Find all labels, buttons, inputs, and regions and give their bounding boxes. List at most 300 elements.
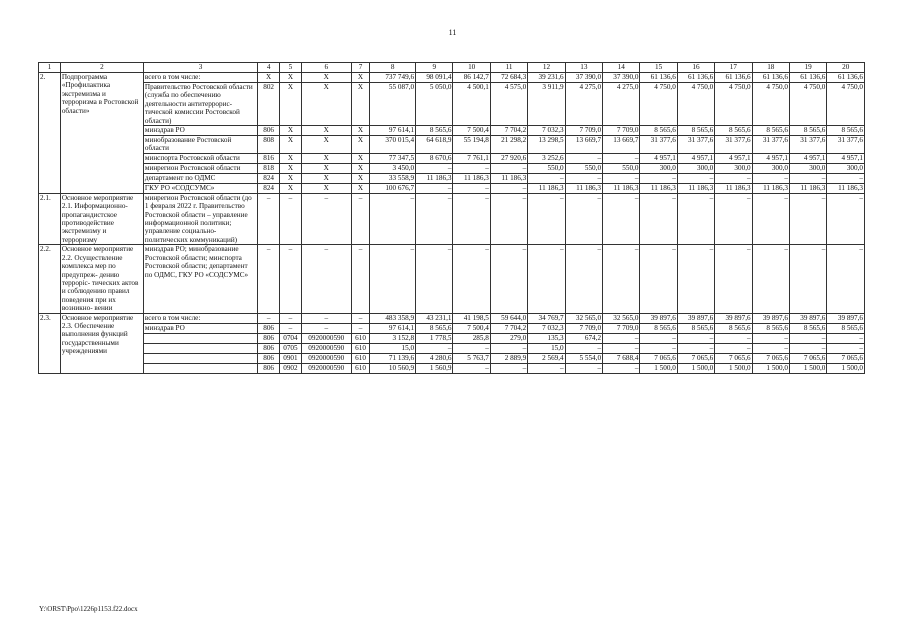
amount-cell: 13 669,7 — [603, 136, 640, 154]
amount-cell: – — [789, 245, 826, 313]
amount-cell: – — [752, 173, 789, 183]
amount-cell: 7 709,0 — [565, 126, 602, 136]
amount-cell: 8 565,6 — [752, 126, 789, 136]
amount-cell: 7 065,6 — [715, 353, 752, 363]
executor-name: минздрав РО — [143, 323, 257, 333]
amount-cell: 55 194,8 — [453, 136, 490, 154]
amount-cell: 4 957,1 — [715, 153, 752, 163]
code-cell: 806 — [258, 353, 280, 363]
amount-cell: 34 769,7 — [528, 313, 565, 323]
code-cell: X — [301, 83, 351, 126]
amount-cell: 7 065,6 — [640, 353, 677, 363]
code-cell: X — [351, 183, 370, 193]
header-cell: 6 — [301, 63, 351, 73]
amount-cell: 31 377,6 — [715, 136, 752, 154]
amount-cell: 8 565,6 — [677, 126, 714, 136]
amount-cell: 11 186,3 — [640, 183, 677, 193]
amount-cell: – — [603, 173, 640, 183]
amount-cell: 300,0 — [677, 163, 714, 173]
executor-name: Правительство Ростовской области (служба по обеспечению деятельности антитеррорис- тической комиссии Ростовской области) — [143, 83, 257, 126]
table-row — [39, 183, 865, 193]
amount-cell: 11 186,3 — [752, 183, 789, 193]
code-cell: X — [301, 163, 351, 173]
amount-cell: – — [416, 343, 453, 353]
amount-cell: – — [827, 193, 865, 244]
executor-name: ГКУ РО «СОДСУМС» — [143, 183, 257, 193]
amount-cell: – — [789, 173, 826, 183]
amount-cell: – — [565, 343, 602, 353]
amount-cell: 61 136,6 — [789, 73, 826, 83]
amount-cell: 97 614,1 — [370, 323, 416, 333]
table-row — [39, 333, 865, 343]
header-cell: 14 — [603, 63, 640, 73]
amount-cell: 61 136,6 — [677, 73, 714, 83]
table-row — [39, 313, 865, 323]
executor-name — [143, 333, 257, 343]
amount-cell: – — [565, 153, 602, 163]
amount-cell: 4 750,0 — [640, 83, 677, 126]
amount-cell: 4 750,0 — [789, 83, 826, 126]
table-row — [39, 245, 865, 313]
header-cell: 5 — [280, 63, 302, 73]
amount-cell: 7 500,4 — [453, 126, 490, 136]
page-number: 11 — [448, 28, 457, 37]
amount-cell: 3 152,8 — [370, 333, 416, 343]
amount-cell: 31 377,6 — [789, 136, 826, 154]
code-cell: 808 — [258, 136, 280, 154]
amount-cell: 31 377,6 — [640, 136, 677, 154]
code-cell: – — [258, 193, 280, 244]
amount-cell: 550,0 — [603, 163, 640, 173]
amount-cell: 7 704,2 — [490, 126, 527, 136]
executor-name: минздрав РО; минобразование Ростовской области; минспорта Ростовской области; департамент по ОДМС, ГКУ РО «СОДСУМС» — [143, 245, 257, 313]
amount-cell: 39 897,6 — [752, 313, 789, 323]
amount-cell: 4 750,0 — [677, 83, 714, 126]
code-cell: 0920000590 — [301, 333, 351, 343]
program-name: Основное мероприятие 2.1. Информационно- пропагандистское противодействие экстремизму и терроризму — [60, 193, 143, 244]
code-cell: 824 — [258, 183, 280, 193]
code-cell: X — [280, 183, 302, 193]
amount-cell: 1 500,0 — [752, 363, 789, 373]
amount-cell: – — [416, 245, 453, 313]
amount-cell: 11 186,3 — [827, 183, 865, 193]
amount-cell: – — [677, 173, 714, 183]
amount-cell: 674,2 — [565, 333, 602, 343]
table-row — [39, 73, 865, 83]
amount-cell: – — [528, 245, 565, 313]
row-number: 2.3. — [39, 313, 61, 373]
amount-cell: 7 032,3 — [528, 126, 565, 136]
amount-cell: 4 957,1 — [677, 153, 714, 163]
amount-cell: – — [490, 245, 527, 313]
amount-cell: 61 136,6 — [715, 73, 752, 83]
code-cell: 610 — [351, 333, 370, 343]
code-cell: X — [280, 126, 302, 136]
amount-cell: 31 377,6 — [677, 136, 714, 154]
amount-cell: – — [370, 193, 416, 244]
amount-cell: 3 252,6 — [528, 153, 565, 163]
code-cell: – — [258, 313, 280, 323]
amount-cell: 7 065,6 — [677, 353, 714, 363]
amount-cell: – — [565, 245, 602, 313]
executor-name: минобразование Ростовской области — [143, 136, 257, 154]
code-cell: X — [301, 136, 351, 154]
amount-cell: – — [640, 245, 677, 313]
amount-cell: 1 500,0 — [677, 363, 714, 373]
amount-cell: 13 298,5 — [528, 136, 565, 154]
amount-cell: 10 560,9 — [370, 363, 416, 373]
code-cell: – — [301, 313, 351, 323]
amount-cell: – — [752, 333, 789, 343]
amount-cell: 7 688,4 — [603, 353, 640, 363]
code-cell: X — [280, 73, 302, 83]
code-cell: X — [280, 153, 302, 163]
amount-cell: 1 778,5 — [416, 333, 453, 343]
amount-cell: 72 684,3 — [490, 73, 527, 83]
amount-cell: 71 139,6 — [370, 353, 416, 363]
amount-cell: 300,0 — [752, 163, 789, 173]
amount-cell: 4 275,0 — [603, 83, 640, 126]
amount-cell: 1 500,0 — [827, 363, 865, 373]
executor-name — [143, 363, 257, 373]
header-cell: 17 — [715, 63, 752, 73]
amount-cell: – — [490, 183, 527, 193]
header-cell: 18 — [752, 63, 789, 73]
amount-cell: 55 087,0 — [370, 83, 416, 126]
code-cell: 0704 — [280, 333, 302, 343]
amount-cell: – — [715, 193, 752, 244]
code-cell: 0920000590 — [301, 343, 351, 353]
code-cell: X — [301, 73, 351, 83]
amount-cell: – — [789, 333, 826, 343]
executor-name: минздрав РО — [143, 126, 257, 136]
header-cell: 2 — [60, 63, 143, 73]
code-cell: 0920000590 — [301, 363, 351, 373]
code-cell: X — [351, 126, 370, 136]
amount-cell: 7 709,0 — [603, 323, 640, 333]
program-name: Основное мероприятие 2.2. Осуществление комплекса мер по предупреж- дению терроріс- тических актов и соблюдению правил поведения при их возникно- вении — [60, 245, 143, 313]
header-cell: 16 — [677, 63, 714, 73]
code-cell: – — [301, 245, 351, 313]
amount-cell: 39 897,6 — [715, 313, 752, 323]
amount-cell: 7 709,0 — [603, 126, 640, 136]
amount-cell: 300,0 — [715, 163, 752, 173]
amount-cell: – — [528, 173, 565, 183]
row-number: 2.2. — [39, 245, 61, 313]
amount-cell: 8 565,6 — [789, 126, 826, 136]
amount-cell: 1 560,9 — [416, 363, 453, 373]
amount-cell: 64 618,9 — [416, 136, 453, 154]
amount-cell: 4 957,1 — [640, 153, 677, 163]
table-row — [39, 173, 865, 183]
table-row — [39, 343, 865, 353]
executor-name: минрегион Ростовской области — [143, 163, 257, 173]
amount-cell: 2 889,9 — [490, 353, 527, 363]
code-cell: X — [280, 173, 302, 183]
amount-cell: 37 390,0 — [603, 73, 640, 83]
amount-cell: 27 920,6 — [490, 153, 527, 163]
amount-cell: – — [677, 333, 714, 343]
amount-cell: 279,0 — [490, 333, 527, 343]
code-cell: 824 — [258, 173, 280, 183]
amount-cell: – — [453, 245, 490, 313]
code-cell: 610 — [351, 363, 370, 373]
amount-cell: 37 390,0 — [565, 73, 602, 83]
amount-cell: – — [640, 343, 677, 353]
amount-cell: 1 500,0 — [715, 363, 752, 373]
code-cell: X — [351, 153, 370, 163]
amount-cell: – — [603, 333, 640, 343]
amount-cell: – — [715, 343, 752, 353]
amount-cell: 2 569,4 — [528, 353, 565, 363]
amount-cell: 11 186,3 — [528, 183, 565, 193]
executor-name: минспорта Ростовской области — [143, 153, 257, 163]
amount-cell: 13 669,7 — [565, 136, 602, 154]
amount-cell: – — [416, 183, 453, 193]
amount-cell: 39 897,6 — [789, 313, 826, 323]
amount-cell: 3 450,0 — [370, 163, 416, 173]
code-cell: – — [351, 323, 370, 333]
table-row — [39, 126, 865, 136]
amount-cell: 4 957,1 — [752, 153, 789, 163]
amount-cell: 550,0 — [528, 163, 565, 173]
code-cell: 806 — [258, 126, 280, 136]
code-cell: – — [351, 313, 370, 323]
amount-cell: – — [640, 173, 677, 183]
table-row — [39, 353, 865, 363]
code-cell: X — [301, 126, 351, 136]
amount-cell: 77 347,5 — [370, 153, 416, 163]
amount-cell: 8 565,6 — [715, 126, 752, 136]
code-cell: – — [280, 323, 302, 333]
amount-cell: 31 377,6 — [827, 136, 865, 154]
code-cell: – — [258, 245, 280, 313]
amount-cell: – — [789, 343, 826, 353]
code-cell: – — [351, 245, 370, 313]
amount-cell: 39 897,6 — [677, 313, 714, 323]
amount-cell: 300,0 — [640, 163, 677, 173]
amount-cell: – — [677, 193, 714, 244]
amount-cell: 100 676,7 — [370, 183, 416, 193]
amount-cell: 8 565,6 — [416, 126, 453, 136]
amount-cell: 7 065,6 — [789, 353, 826, 363]
amount-cell: – — [603, 363, 640, 373]
amount-cell: – — [528, 193, 565, 244]
amount-cell: – — [715, 173, 752, 183]
header-cell: 4 — [258, 63, 280, 73]
amount-cell: – — [528, 363, 565, 373]
amount-cell: 285,8 — [453, 333, 490, 343]
amount-cell: 8 565,6 — [789, 323, 826, 333]
amount-cell: 5 050,0 — [416, 83, 453, 126]
amount-cell: – — [640, 333, 677, 343]
amount-cell: 483 358,9 — [370, 313, 416, 323]
amount-cell: – — [715, 245, 752, 313]
amount-cell: 11 186,3 — [715, 183, 752, 193]
amount-cell: – — [416, 193, 453, 244]
amount-cell: 8 565,6 — [640, 323, 677, 333]
amount-cell: 97 614,1 — [370, 126, 416, 136]
amount-cell: 4 280,6 — [416, 353, 453, 363]
amount-cell: 7 500,4 — [453, 323, 490, 333]
amount-cell: 8 565,6 — [827, 323, 865, 333]
amount-cell: 1 500,0 — [640, 363, 677, 373]
amount-cell: 4 750,0 — [827, 83, 865, 126]
amount-cell: 33 558,9 — [370, 173, 416, 183]
amount-cell: 41 198,5 — [453, 313, 490, 323]
amount-cell: – — [640, 193, 677, 244]
amount-cell: 8 565,6 — [640, 126, 677, 136]
budget-table — [38, 62, 865, 374]
amount-cell: – — [603, 193, 640, 244]
amount-cell: – — [752, 193, 789, 244]
amount-cell: 61 136,6 — [827, 73, 865, 83]
table-row — [39, 153, 865, 163]
table-row — [39, 83, 865, 126]
amount-cell: 7 704,2 — [490, 323, 527, 333]
table-row — [39, 323, 865, 333]
amount-cell: 8 565,6 — [416, 323, 453, 333]
code-cell: 610 — [351, 343, 370, 353]
amount-cell: 32 565,0 — [565, 313, 602, 323]
code-cell: – — [280, 245, 302, 313]
amount-cell: 300,0 — [827, 163, 865, 173]
executor-name — [143, 353, 257, 363]
amount-cell: – — [453, 363, 490, 373]
code-cell: 0705 — [280, 343, 302, 353]
amount-cell: 8 565,6 — [752, 323, 789, 333]
amount-cell: – — [827, 333, 865, 343]
code-cell: 806 — [258, 323, 280, 333]
amount-cell: 8 565,6 — [827, 126, 865, 136]
code-cell: 818 — [258, 163, 280, 173]
code-cell: X — [351, 73, 370, 83]
amount-cell: 550,0 — [565, 163, 602, 173]
code-cell: X — [280, 83, 302, 126]
amount-cell: – — [453, 343, 490, 353]
code-cell: – — [280, 193, 302, 244]
amount-cell: – — [565, 193, 602, 244]
amount-cell: – — [370, 245, 416, 313]
row-number: 2. — [39, 73, 61, 194]
amount-cell: 7 709,0 — [565, 323, 602, 333]
amount-cell: 11 186,3 — [565, 183, 602, 193]
code-cell: 806 — [258, 333, 280, 343]
header-cell: 12 — [528, 63, 565, 73]
code-cell: X — [280, 163, 302, 173]
code-cell: X — [301, 173, 351, 183]
amount-cell: 4 750,0 — [715, 83, 752, 126]
code-cell: – — [301, 323, 351, 333]
code-cell: – — [280, 313, 302, 323]
executor-name: департамент по ОДМС — [143, 173, 257, 183]
executor-name — [143, 343, 257, 353]
table-row — [39, 193, 865, 244]
amount-cell: 11 186,3 — [789, 183, 826, 193]
amount-cell: – — [715, 333, 752, 343]
amount-cell: – — [565, 173, 602, 183]
header-cell: 10 — [453, 63, 490, 73]
table-row — [39, 136, 865, 154]
program-name: Подпрограмма «Профилактика экстремизма и терроризма в Ростовской области» — [60, 73, 143, 194]
amount-cell: 300,0 — [789, 163, 826, 173]
code-cell: 806 — [258, 363, 280, 373]
amount-cell: – — [827, 343, 865, 353]
amount-cell: 7 065,6 — [827, 353, 865, 363]
code-cell: X — [351, 173, 370, 183]
amount-cell: 8 670,6 — [416, 153, 453, 163]
amount-cell: 8 565,6 — [715, 323, 752, 333]
executor-name: всего в том числе: — [143, 73, 257, 83]
amount-cell: – — [603, 245, 640, 313]
amount-cell: 61 136,6 — [640, 73, 677, 83]
amount-cell: 4 500,1 — [453, 83, 490, 126]
amount-cell: – — [490, 343, 527, 353]
amount-cell: 5 763,7 — [453, 353, 490, 363]
amount-cell: 7 032,3 — [528, 323, 565, 333]
amount-cell: 15,0 — [528, 343, 565, 353]
amount-cell: – — [453, 183, 490, 193]
amount-cell: 3 911,9 — [528, 83, 565, 126]
amount-cell: – — [752, 245, 789, 313]
amount-cell: 21 298,2 — [490, 136, 527, 154]
amount-cell: 39 897,6 — [827, 313, 865, 323]
header-cell: 7 — [351, 63, 370, 73]
amount-cell: 32 565,0 — [603, 313, 640, 323]
code-cell: 610 — [351, 353, 370, 363]
code-cell: X — [351, 163, 370, 173]
code-cell: 816 — [258, 153, 280, 163]
header-cell: 15 — [640, 63, 677, 73]
code-cell: 0902 — [280, 363, 302, 373]
code-cell: 0920000590 — [301, 353, 351, 363]
amount-cell: 43 231,1 — [416, 313, 453, 323]
amount-cell: 370 015,4 — [370, 136, 416, 154]
table-row — [39, 163, 865, 173]
header-cell: 8 — [370, 63, 416, 73]
amount-cell: 98 091,4 — [416, 73, 453, 83]
executor-name: всего в том числе: — [143, 313, 257, 323]
amount-cell: 135,3 — [528, 333, 565, 343]
code-cell: X — [258, 73, 280, 83]
amount-cell: 59 644,0 — [490, 313, 527, 323]
program-name: Основное мероприятие 2.3. Обеспечение выполнения функций государственными учреждениями — [60, 313, 143, 373]
amount-cell: 86 142,7 — [453, 73, 490, 83]
code-cell: – — [301, 193, 351, 244]
amount-cell: – — [677, 343, 714, 353]
code-cell: – — [351, 193, 370, 244]
amount-cell: 4 957,1 — [789, 153, 826, 163]
amount-cell: – — [827, 245, 865, 313]
amount-cell: 7 761,1 — [453, 153, 490, 163]
header-row — [39, 63, 865, 73]
amount-cell: – — [490, 363, 527, 373]
header-cell: 9 — [416, 63, 453, 73]
amount-cell: 8 565,6 — [677, 323, 714, 333]
header-cell: 20 — [827, 63, 865, 73]
code-cell: X — [280, 136, 302, 154]
amount-cell: – — [490, 193, 527, 244]
header-cell: 3 — [143, 63, 257, 73]
table-row — [39, 363, 865, 373]
code-cell: 806 — [258, 343, 280, 353]
row-number: 2.1. — [39, 193, 61, 244]
code-cell: X — [351, 83, 370, 126]
amount-cell: – — [677, 245, 714, 313]
amount-cell: – — [453, 193, 490, 244]
amount-cell: 11 186,3 — [490, 173, 527, 183]
footer-file-path: Y:\ORST\Ppo\1226p1153.f22.docx — [39, 605, 138, 613]
